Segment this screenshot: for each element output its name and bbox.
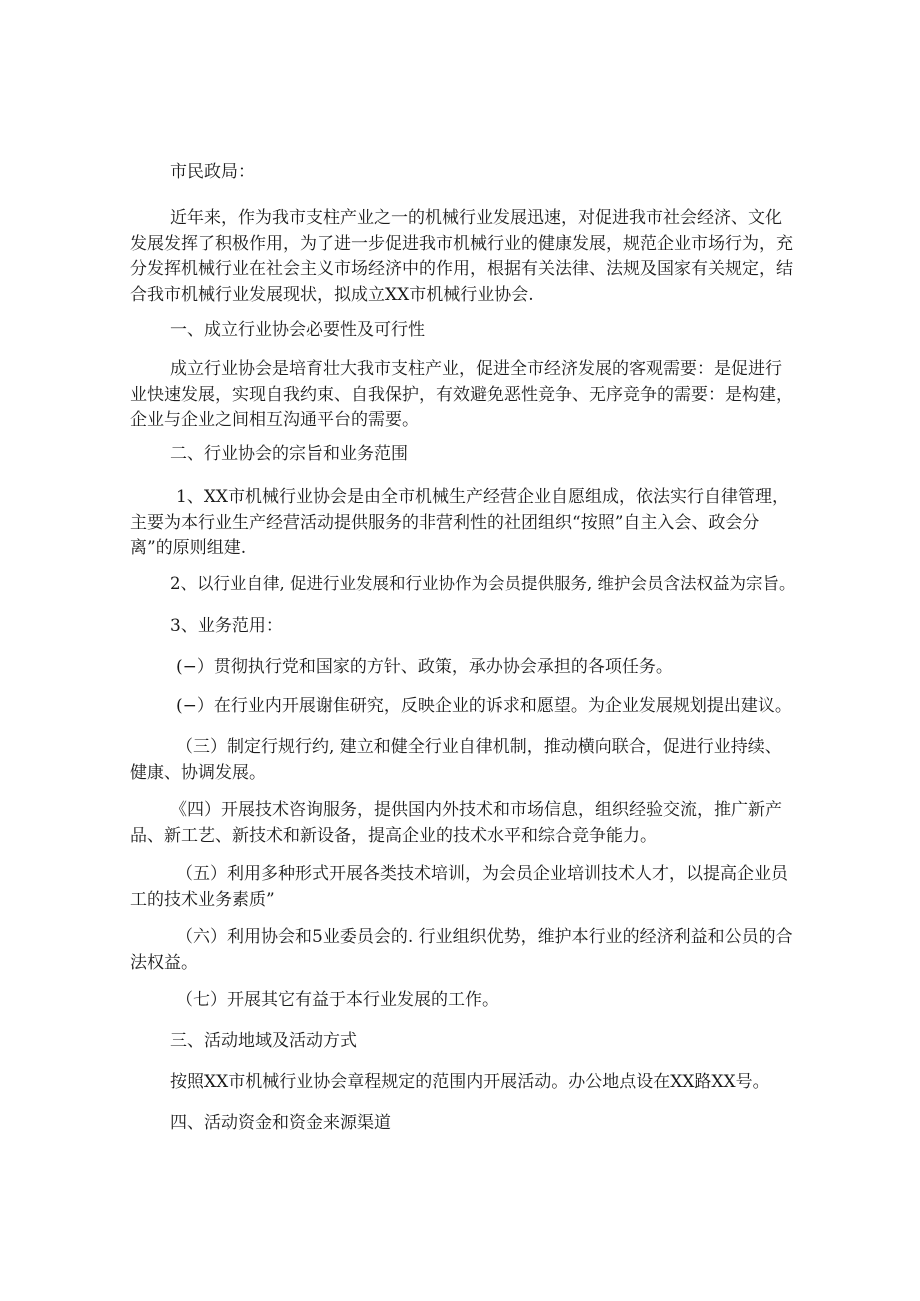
section4-heading: 四、活动资金和资金来源渠道 (170, 1113, 391, 1133)
section3-body: 按照XX市机械行业协会章程规定的范围内开展活动。办公地点设在XX路XX号。 (170, 1072, 770, 1092)
item-3: 3、业务范用： (170, 616, 283, 636)
scope-item-6: （六）利用协会和5业委员会的. 行业组织优势，维护本行业的经济利益和公员的合法权益。 (130, 927, 793, 973)
scope-item-1: (−）贯彻执行党和国家的方针、政策，承办协会承担的各项任务。 (176, 657, 673, 677)
scope-item-2: (−）在行业内开展谢隹研究，反映企业的诉求和愿望。为企业发展规划提出建议。 (176, 696, 792, 716)
section2-heading: 二、行业协会的宗旨和业务范围 (170, 444, 408, 464)
item-2: 2、以行业自律, 促进行业发展和行业协作为会员提供服务, 维护会员含法权益为宗旨。 (170, 574, 796, 593)
scope-item-3: （三）制定行规行约, 建立和健全行业自律机制，推动横向联合，促进行业持续、健康、协调发展。 (130, 737, 782, 783)
intro-paragraph: 近年来，作为我市支柱产业之一的机械行业发展迅速，对促进我市社会经济、文化发展发挥了积极作用，为了进一步促进我市机械行业的健康发展，规范企业市场行为，充分发挥机械行业在社会主义市场经济中的作用，根据有关法律、法规及国家有关规定，结合我市机械行业发展现状，拟成立XX市机械行业协会. (130, 208, 793, 305)
scope-item-4: 《四）开展技术咨询服务，提供国内外技术和市场信息，组织经验交流，推广新产品、新工艺、新技术和新设备，提高企业的技术水平和综合竞争能力。 (130, 800, 782, 846)
section1-body: 成立行业协会是培育壮大我市支柱产业，促进全市经济发展的客观需要：是促进行业快速发展，实现自我约束、自我保护，有效避免恶性竞争、无序竞争的需要：是构建，企业与企业之间相互沟通平台的需要。 (130, 359, 793, 430)
salutation: 市民政局： (170, 162, 255, 182)
section3-heading: 三、活动地域及活动方式 (170, 1031, 357, 1051)
scope-item-7: （七）开展其它有益于本行业发展的工作。 (176, 990, 499, 1010)
scope-item-5: （五）利用多种形式开展各类技术培训，为会员企业培训技术人才，以提高企业员工的技术业务素质” (130, 864, 788, 910)
item-1: 1、XX市机械行业协会是由全市机械生产经营企业自愿组成，依法实行自律管理，主要为本行业生产经营活动提供服务的非营利性的社团组织“按照”自主入会、政会分离”的原则组建. (130, 487, 790, 558)
section1-heading: 一、成立行业协会必要性及可行性 (170, 320, 425, 340)
